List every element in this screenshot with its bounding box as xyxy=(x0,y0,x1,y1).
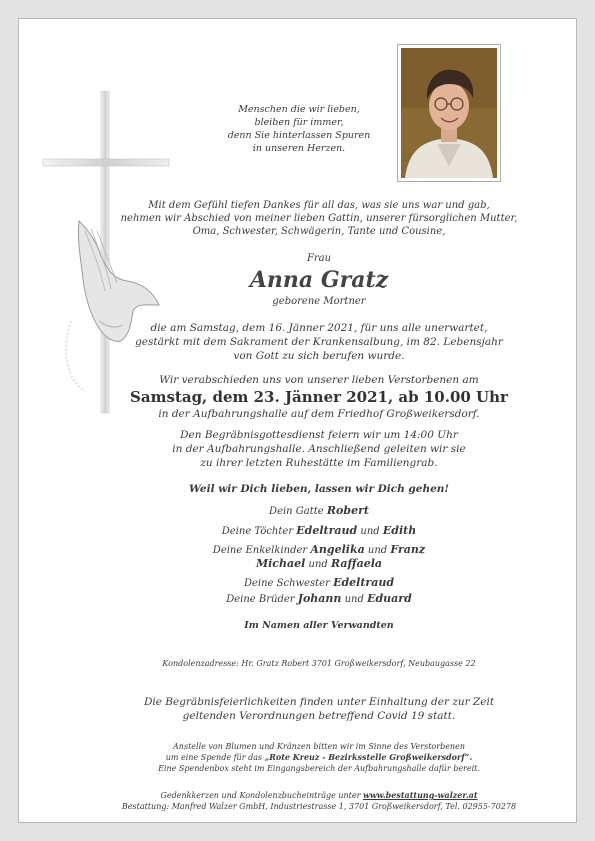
footer-line: Bestattung: Manfred Walzer GmbH, Industriestrasse 1, 3701 Großweikersdorf, Tel. 02955-70278 xyxy=(121,802,517,811)
family-sister xyxy=(119,576,519,590)
husband-label: Dein Gatte xyxy=(269,506,324,517)
footer-pre: Gedenkkerzen und Kondolenzbucheinträge unter xyxy=(160,791,361,800)
donation-line xyxy=(99,752,539,763)
portrait-photo xyxy=(401,48,497,178)
conjunction: und xyxy=(308,559,328,570)
husband-name: Robert xyxy=(326,504,369,517)
poem-line: bleiben für immer, xyxy=(254,117,344,128)
brother-name: Eduard xyxy=(367,592,412,605)
family-grandchildren-2 xyxy=(119,557,519,571)
donation-pre: um eine Spende für das xyxy=(165,753,263,762)
family-husband xyxy=(119,504,519,518)
maiden-name: geborene Mortner xyxy=(272,296,366,307)
conjunction: und xyxy=(367,545,388,556)
conjunction: und xyxy=(360,526,380,537)
donation-notice xyxy=(99,741,539,774)
covid-notice xyxy=(119,695,519,723)
donation-line: Eine Spendenbox steht im Eingangsbereich der Aufbahrungshalle dafür bereit. xyxy=(158,764,480,773)
grandchild-name: Michael xyxy=(255,557,306,570)
motto: Weil wir Dich lieben, lassen wir Dich gehen! xyxy=(188,483,450,495)
death-notice-line: von Gott zu sich berufen wurde. xyxy=(233,350,405,362)
relatives: Im Namen aller Verwandten xyxy=(244,620,394,631)
website-link[interactable]: www.bestattung-walzer.at xyxy=(362,790,478,800)
intro-line: nehmen wir Abschied von meiner lieben Gattin, unserer fürsorglichen Mutter, xyxy=(120,213,518,224)
deceased-title: Frau xyxy=(306,253,332,264)
conjunction: und xyxy=(344,594,364,605)
death-notice xyxy=(119,321,519,363)
poem-line: Menschen die wir lieben, xyxy=(238,104,360,115)
family-grandchildren xyxy=(119,543,519,557)
covid-line: geltenden Verordnungen betreffend Covid 19 statt. xyxy=(182,710,456,722)
brothers-label: Deine Brüder xyxy=(226,594,295,605)
service-line: in der Aufbahrungshalle. Anschließend geleiten wir sie xyxy=(172,443,466,455)
intro-line: Mit dem Gefühl tiefen Dankes für all das, was sie uns war und gab, xyxy=(148,200,490,211)
daughters-label: Deine Töchter xyxy=(221,526,294,537)
deceased-name: Anna Gratz xyxy=(249,267,389,293)
donation-line: Anstelle von Blumen und Kränzen bitten wir im Sinne des Verstorbenen xyxy=(173,742,465,751)
farewell-place: in der Aufbahrungshalle auf dem Friedhof Großweikersdorf. xyxy=(158,408,480,420)
footer xyxy=(79,790,559,812)
intro-text xyxy=(109,199,529,238)
service-line: zu ihrer letzten Ruhestätte im Familiengrab. xyxy=(200,457,438,469)
service-text xyxy=(119,428,519,470)
grandchild-name: Franz xyxy=(390,543,426,556)
poem-line: in unseren Herzen. xyxy=(252,143,346,154)
poem-line: denn Sie hinterlassen Spuren xyxy=(227,130,371,141)
brother-name: Johann xyxy=(297,592,342,605)
poem xyxy=(199,103,399,155)
farewell-date: Samstag, dem 23. Jänner 2021, ab 10.00 Uhr xyxy=(130,388,508,406)
family-daughters xyxy=(119,524,519,538)
grandchildren-label: Deine Enkelkinder xyxy=(212,545,308,556)
family-brothers xyxy=(119,592,519,606)
farewell-intro: Wir verabschieden uns von unserer lieben Verstorbenen am xyxy=(159,374,479,386)
intro-line: Oma, Schwester, Schwägerin, Tante und Cousine, xyxy=(192,226,446,237)
donation-recipient: „Rote Kreuz - Bezirksstelle Großweikersdorf“. xyxy=(264,752,473,762)
condolence-address: Kondolenzadresse: Hr. Gratz Robert 3701 Großweikersdorf, Neubaugasse 22 xyxy=(162,659,476,668)
death-notice-line: die am Samstag, dem 16. Jänner 2021, für uns alle unerwartet, xyxy=(150,322,488,334)
sister-label: Deine Schwester xyxy=(243,578,330,589)
grandchild-name: Angelika xyxy=(310,543,365,556)
service-line: Den Begräbnisgottesdienst feiern wir um 14:00 Uhr xyxy=(180,429,458,441)
footer-line xyxy=(79,790,559,801)
daughter-name: Edith xyxy=(382,524,417,537)
death-notice-line: gestärkt mit dem Sakrament der Krankensalbung, im 82. Lebensjahr xyxy=(135,336,503,348)
grandchild-name: Raffaela xyxy=(330,557,383,570)
covid-line: Die Begräbnisfeierlichkeiten finden unter Einhaltung der zur Zeit xyxy=(143,696,495,708)
obituary-card xyxy=(18,18,577,823)
sister-name: Edeltraud xyxy=(333,576,395,589)
daughter-name: Edeltraud xyxy=(296,524,358,537)
portrait-frame xyxy=(397,44,501,182)
